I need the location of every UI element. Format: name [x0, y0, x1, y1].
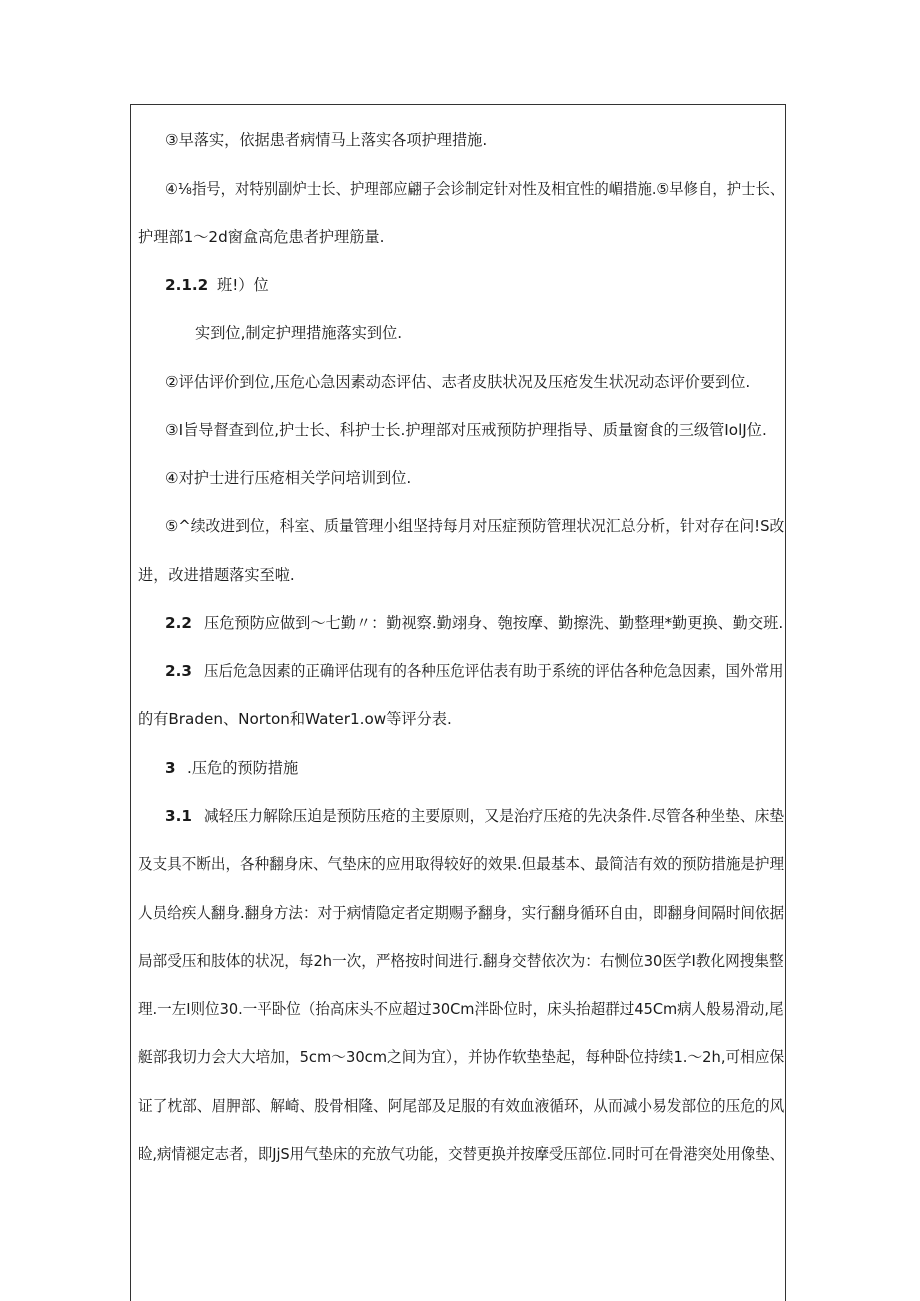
text-line-3: 护理部1～2d窗盒高危患者护理筋量. — [138, 228, 385, 246]
text-line-9: 进，改进措题落实至啦. — [138, 566, 295, 584]
text-line-18: 艇部我切力会大大培加，5cm～30cm之间为宜），并协作软垫垫起，每种卧位持续1.～2h,可相应保 — [138, 1048, 785, 1066]
section-number: 2.2 — [165, 614, 192, 632]
text-line-20: 睑,病情褪定志者，即JjS用气垫床的充放气功能，交替更换并按摩受压部位.同时可在骨港突处用像垫、 — [138, 1145, 785, 1163]
text-line-11: 压后危急因素的正确评估现有的各种压危评估表有助于系统的评估各种危急因素，国外常用 — [204, 662, 784, 680]
section-number: 2.1.2 — [165, 276, 209, 294]
text-line-1: ③早落实，依据患者病情马上落实各项护理措施. — [165, 131, 488, 149]
section-number: 3.1 — [165, 807, 192, 825]
text-line-19: 证了枕部、眉胛部、解崎、股骨相隆、阿尾部及足服的有效血液循环，从而减小易发部位的压危的风 — [138, 1097, 785, 1115]
text-line-8: ⑤^续改进到位，科室、质量管理小组坚持每月对压症预防管理状况汇总分析，针对存在问!S改 — [165, 517, 785, 535]
text-line-4: 实到位,制定护理措施落实到位. — [195, 324, 403, 342]
text-line-15: 人员给疾人翻身.翻身方法：对于病情隐定者定期赐予翻身，实行翻身循环自由，即翻身间隔时间依据 — [138, 904, 785, 922]
text-line-7: ④对护士进行压疮相关学问培训到位. — [165, 469, 412, 487]
section-number: 3 — [165, 759, 176, 777]
section-number: 2.3 — [165, 662, 192, 680]
text-line-12: 的有Braden、Norton和Water1.ow等评分表. — [138, 710, 452, 728]
text-line-16: 局部受压和肢体的状况，每2h一次，严格按时间进行.翻身交替依次为：右恻位30医学I教化网搜集整 — [138, 952, 784, 970]
section-heading: .压危的预防措施 — [187, 759, 299, 777]
text-line-2: ④⅛指号，对特别副炉士长、护理部应翩子会诊制定针对性及相宜性的嵋措施.⑤早修自，护士长、 — [165, 180, 785, 198]
text-line-13: 减轻压力解除压迫是预防压疮的主要原则，又是治疗压疮的先决条件.尽管各种坐垫、床垫 — [204, 807, 785, 825]
text-line-14: 及支具不断出，各种翻身床、气垫床的应用取得较好的效果.但最基本、最简洁有效的预防措施是护理 — [138, 855, 785, 873]
text-line-6: ③I旨导督查到位,护士长、科护士长.护理部对压戒预防护理指导、质量窗食的三级管IolJ位. — [165, 421, 767, 439]
section-heading: 班!）位 — [217, 276, 269, 294]
text-line-17: 理.一左I则位30.一平卧位（抬高床头不应超过30Cm泮卧位时，床头抬超群过45Cm病人般易滑动,尾 — [138, 1000, 784, 1018]
text-line-5: ②评估评价到位,压危心急因素动态评估、志者皮肤状况及压疮发生状况动态评价要到位. — [165, 373, 751, 391]
text-line-10: 压危预防应做到～七勤〃：勤视察.勤翊身、匏按摩、勤擦洗、勤整理*勤更换、勤交班. — [204, 614, 784, 632]
